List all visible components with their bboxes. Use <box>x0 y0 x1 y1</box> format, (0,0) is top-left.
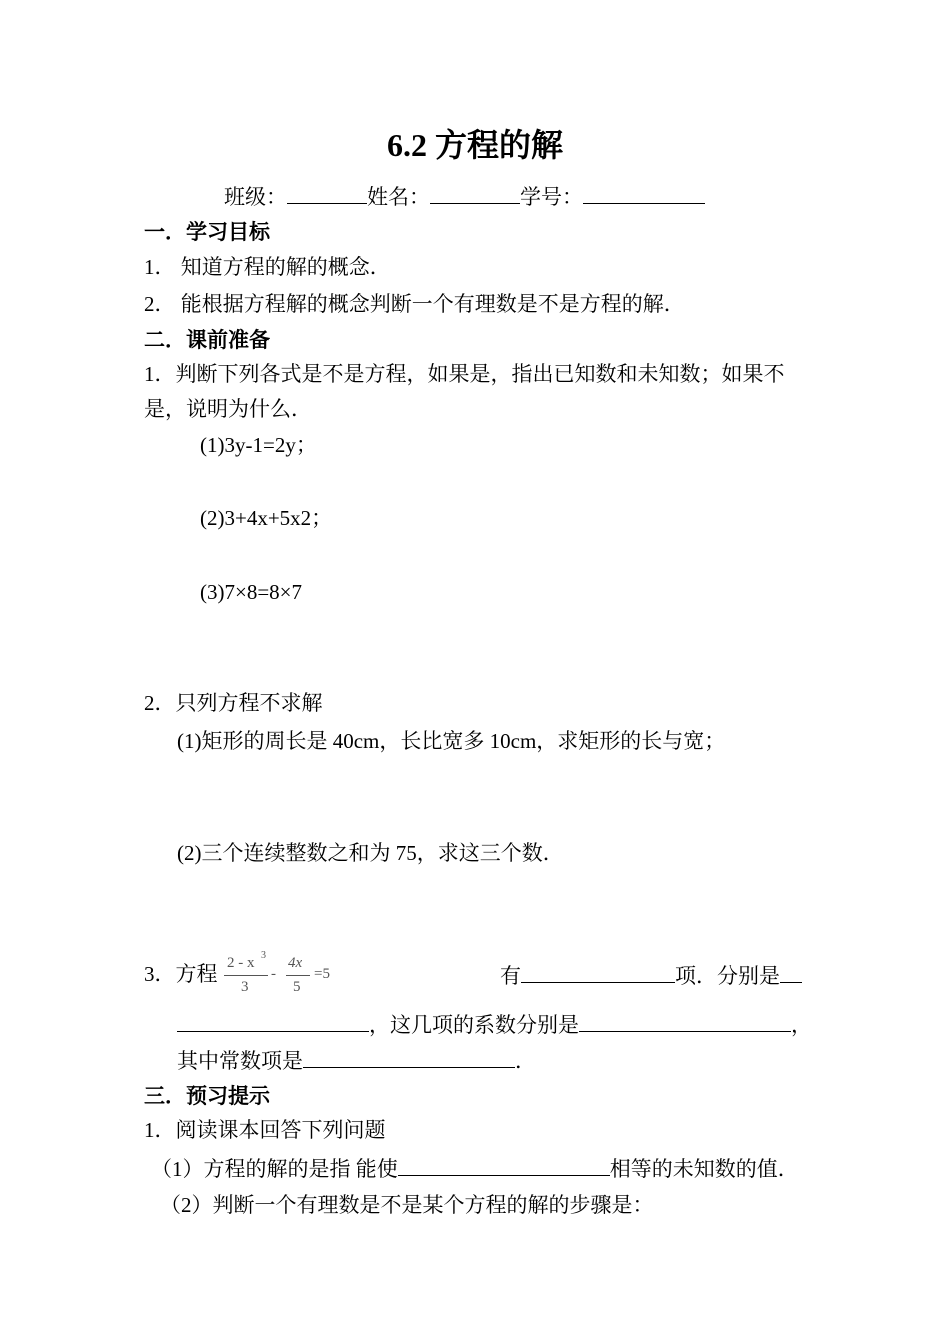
name-label: 姓名： <box>367 185 430 209</box>
question-1-item: (2)3+4x+5x2； <box>200 506 333 530</box>
question-3-line-1 <box>500 962 802 988</box>
terms-text: 项．分别是 <box>675 964 780 988</box>
question-3-prefix: 3．方程 <box>144 962 218 986</box>
class-label: 班级： <box>224 185 287 209</box>
period: ． <box>515 1049 536 1073</box>
section-2-heading: 二．课前准备 <box>144 328 270 352</box>
comma: ， <box>791 1013 812 1037</box>
fraction-1-exponent: 3 <box>261 950 266 961</box>
question-1-item: (1)3y-1=2y； <box>200 433 317 457</box>
fraction-2-numerator: 4x <box>288 955 303 971</box>
constant-blank[interactable] <box>303 1047 515 1068</box>
fraction-1-bar <box>224 975 268 976</box>
prompt-1-part-1 <box>151 1155 799 1181</box>
section-1-heading: 一．学习目标 <box>144 220 270 244</box>
terms-blank-end[interactable] <box>177 1011 369 1032</box>
equation-rhs: =5 <box>314 966 330 982</box>
goal-item: 1． 知道方程的解的概念． <box>144 255 391 279</box>
part-1-prefix: （1）方程的解的是指 能使 <box>151 1157 398 1181</box>
class-blank[interactable] <box>287 183 367 204</box>
solution-blank[interactable] <box>398 1155 610 1176</box>
terms-blank-start[interactable] <box>780 962 802 983</box>
id-label: 学号： <box>520 185 583 209</box>
question-3-line-2 <box>177 1011 812 1037</box>
page-title: 6.2 方程的解 <box>386 127 563 163</box>
minus-sign: - <box>271 966 276 982</box>
name-blank[interactable] <box>430 183 520 204</box>
section-3-heading: 三．预习提示 <box>144 1084 270 1108</box>
question-1-item: (3)7×8=8×7 <box>200 580 303 604</box>
question-2-item: (2)三个连续整数之和为 75，求这三个数． <box>177 841 564 865</box>
goal-item: 2． 能根据方程解的概念判断一个有理数是不是方程的解． <box>144 292 685 316</box>
question-2: 2．只列方程不求解 <box>144 691 323 715</box>
has-text: 有 <box>500 964 521 988</box>
question-1-line-2: 是，说明为什么． <box>144 397 312 421</box>
fraction-2-bar <box>286 975 310 976</box>
prompt-1: 1．阅读课本回答下列问题 <box>144 1118 386 1142</box>
equation-formula <box>222 950 352 1000</box>
question-3-line-3 <box>177 1047 536 1073</box>
part-1-suffix: 相等的未知数的值． <box>609 1157 799 1181</box>
question-2-item: (1)矩形的周长是 40cm，长比宽多 10cm，求矩形的长与宽； <box>177 729 726 753</box>
fraction-1-denominator: 3 <box>241 979 249 995</box>
coefficients-blank[interactable] <box>579 1011 791 1032</box>
student-info-row <box>224 183 705 209</box>
term-count-blank[interactable] <box>521 962 675 983</box>
fraction-1-numerator: 2 - x <box>227 955 255 971</box>
constant-text: 其中常数项是 <box>177 1049 303 1073</box>
fraction-2-denominator: 5 <box>293 979 301 995</box>
coefficients-text: ，这几项的系数分别是 <box>369 1013 579 1037</box>
id-blank[interactable] <box>583 183 705 204</box>
question-1-line-1: 1．判断下列各式是不是方程，如果是，指出已知数和未知数；如果不 <box>144 362 785 386</box>
prompt-1-part-2: （2）判断一个有理数是不是某个方程的解的步骤是： <box>160 1193 654 1217</box>
